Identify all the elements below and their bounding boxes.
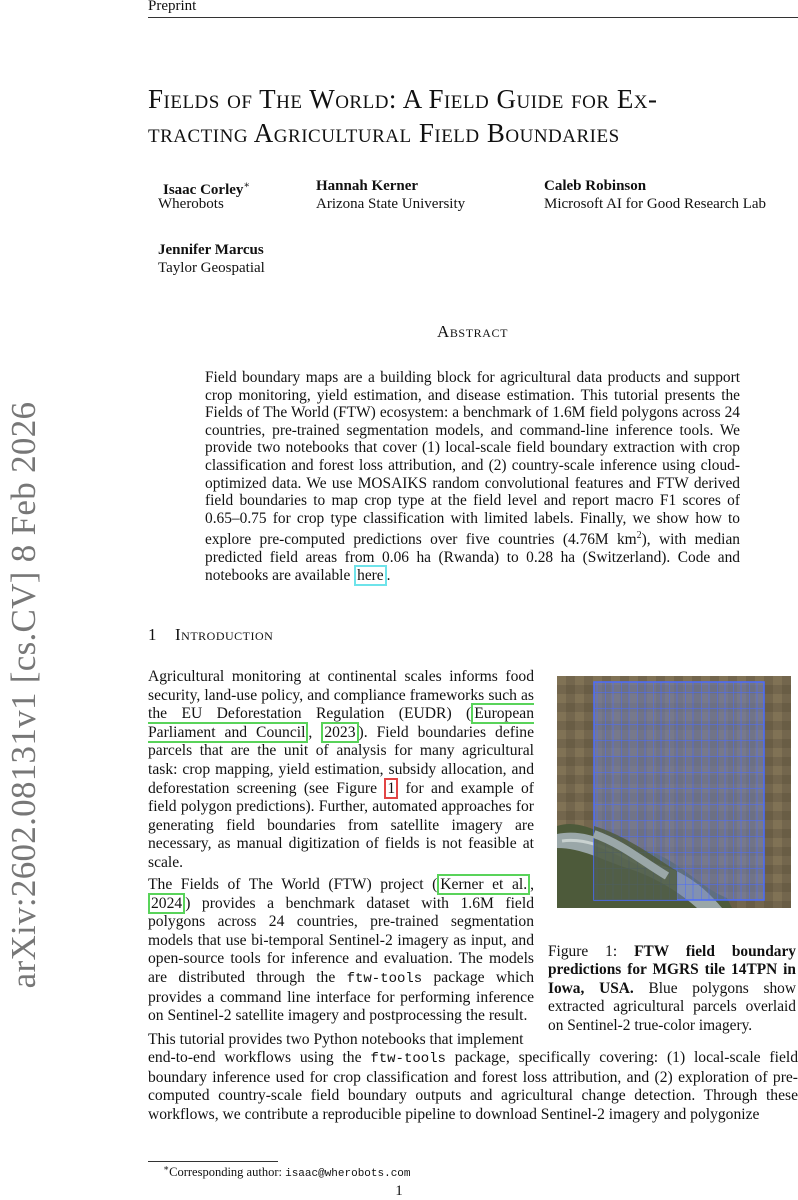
citation-year-link[interactable]: 2023 bbox=[321, 722, 358, 743]
author-name: Caleb Robinson bbox=[544, 178, 647, 194]
title-line-2: tracting Agricultural Field Boundaries bbox=[148, 118, 620, 148]
header-rule bbox=[148, 17, 798, 18]
footnote-text: Corresponding author: bbox=[169, 1165, 286, 1180]
paragraph-3-first-line: This tutorial provides two Python notebooks that implement bbox=[148, 1031, 524, 1048]
running-header: Preprint bbox=[148, 0, 197, 14]
paragraph-1 bbox=[148, 668, 534, 873]
figure-satellite-image bbox=[557, 676, 791, 908]
text: Agricultural monitoring at continental scales informs food security, land-use policy, and compliance frameworks such as the EU Deforestation Regulation (EUDR) ( bbox=[148, 668, 534, 723]
footnote-rule bbox=[148, 1161, 278, 1162]
text: package, specifically covering: (1) local-scale field boundary inference used for crop classification and forest loss attribution, and (2) exploration of pre-computed country-scale field boundary outputs and agricultural change detection. Through these workflows, we contribute a reproducible pipeline to download Sentinel-2 imagery and polygonize bbox=[148, 1049, 798, 1123]
author-2 bbox=[316, 177, 465, 213]
abstract-text bbox=[205, 369, 740, 584]
page-number: 1 bbox=[395, 1183, 403, 1199]
superscript: 2 bbox=[636, 530, 642, 542]
text: The Fields of The World (FTW) project ( bbox=[148, 876, 438, 893]
satellite-map-image bbox=[557, 676, 791, 908]
abstract-body-2: ), with median predicted field areas from 0.06 ha (Rwanda) to 0.28 ha (Switzerland). Code and notebooks are available bbox=[205, 531, 740, 584]
text: package which provides a command line interface for performing inference on Sentinel-2 satellite imagery and postprocessing the result. bbox=[148, 968, 535, 1025]
paper-title bbox=[148, 82, 798, 150]
citation-link[interactable]: Kerner et al. bbox=[437, 874, 530, 895]
author-4 bbox=[158, 241, 265, 277]
caption-rest: Blue polygons show extracted agricultural parcels overlaid on Sentinel-2 true-color imagery. bbox=[548, 979, 796, 1034]
text: , bbox=[308, 723, 322, 741]
text: ) provides a benchmark dataset with 1.6M field polygons across 24 countries, pre-trained segmentation models that use bi-temporal Sentinel-2 imagery as input, and open-source tools for inference and evaluation. The models are distributed through the bbox=[148, 894, 534, 986]
section-heading bbox=[148, 625, 273, 645]
abstract-body: Field boundary maps are a building block for agricultural data products and support crop monitoring, yield estimation, and disease estimation. This tutorial presents the Fields of The World (FTW) ecosystem: a benchmark of 1.6M field polygons across 24 countries, pre-trained segmentation models, and command-line inference tools. We provide two notebooks that cover (1) local-scale field boundary extraction with crop classification and forest loss attribution, and (2) country-scale inference using cloud-optimized data. We use MOSAIKS random convolutional features and FTW derived field boundaries to map crop type at the field level and report macro F1 scores of 0.65–0.75 for crop type classification with limited labels. Finally, we show how to explore pre-computed predictions over five countries (4.76M km bbox=[205, 369, 740, 549]
figure-caption bbox=[548, 943, 796, 1035]
caption-label: Figure 1: bbox=[548, 943, 635, 960]
author-affil: Arizona State University bbox=[316, 196, 466, 212]
citation-link[interactable]: European Parliament and Council bbox=[148, 705, 534, 741]
text: , bbox=[530, 876, 535, 893]
author-mark: ∗ bbox=[243, 180, 251, 191]
code-inline: ftw-tools bbox=[346, 970, 423, 987]
text: ). Field boundaries define parcels that are the unit of analysis for many agricultural task: crop mapping, yield estimation, subsidy allocation, and deforestation screening (see Figure bbox=[148, 723, 534, 797]
author-affil: Taylor Geospatial bbox=[158, 260, 265, 276]
footnote-mark: ∗ bbox=[163, 1163, 170, 1173]
figure-ref-link[interactable]: 1 bbox=[384, 778, 398, 799]
title-line-1: Fields of The World: A Field Guide for Ex- bbox=[148, 84, 658, 114]
code-link[interactable]: here bbox=[354, 565, 386, 586]
section-number: 1 bbox=[148, 625, 157, 644]
paragraph-2 bbox=[148, 876, 534, 1026]
caption-bold: FTW field boundary predictions for MGRS tile 14TPN in Iowa, USA. bbox=[548, 943, 796, 997]
footnote-email[interactable]: isaac@wherobots.com bbox=[285, 1168, 411, 1181]
arxiv-identifier[interactable]: arXiv:2602.08131v1 [cs.CV] 8 Feb 2026 bbox=[4, 401, 43, 989]
author-name: Isaac Corley bbox=[163, 182, 244, 198]
author-name: Jennifer Marcus bbox=[158, 242, 264, 258]
code-inline: ftw-tools bbox=[370, 1051, 446, 1067]
text: for and example of field polygon predictions). Further, automated approaches for generating field boundaries from satellite imagery are necessary, as manual digitization of fields is not feasible at scale. bbox=[148, 779, 534, 871]
author-name: Hannah Kerner bbox=[316, 178, 419, 194]
section-title: Introduction bbox=[175, 625, 274, 644]
author-3 bbox=[544, 177, 766, 213]
citation-year-link[interactable]: 2024 bbox=[148, 893, 185, 914]
text: end-to-end workflows using the bbox=[148, 1049, 371, 1066]
author-affil: Microsoft AI for Good Research Lab bbox=[544, 196, 767, 212]
abstract-end: . bbox=[386, 566, 391, 584]
paragraph-3 bbox=[148, 1049, 798, 1124]
abstract-heading: Abstract bbox=[436, 322, 509, 341]
author-1-affil: Wherobots bbox=[158, 196, 224, 212]
footnote bbox=[163, 1163, 411, 1180]
